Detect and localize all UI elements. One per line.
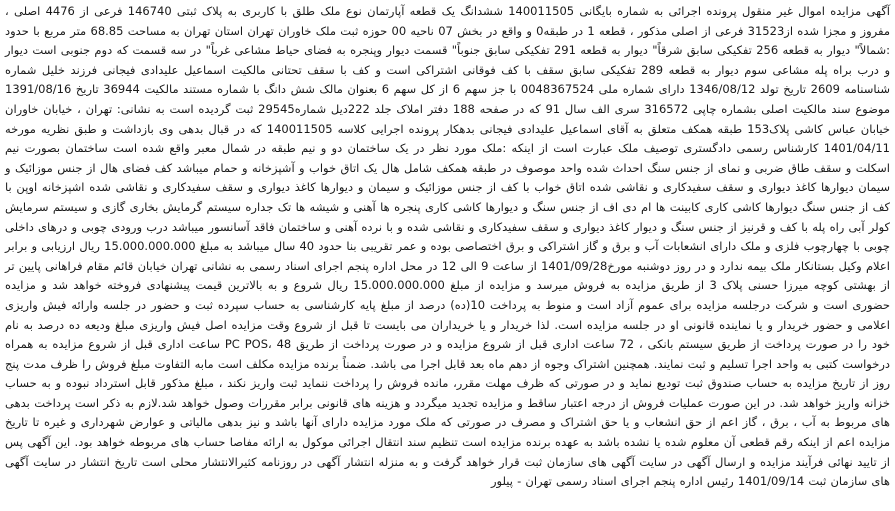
auction-notice-text: آگهی مزایده اموال غیر منقول پرونده اجرائی به شماره بایگانی 140011505 ششدانگ یک قطعه آپارتمان نوع ملک طلق با کاربری به پلاک ثبتی 146740 فرعی از 4476 اصلی ، مفروز و مجزا شده از31523 فرعی از اصلی مذکور ، قطعه 1 در طبقه0 و واقع در بخش 07 ناحیه 00 حوزه ثبت ملک خاوران تهران استان تهران به مساحت 68.85 متر مربع با حدود :شمالاً" دیوار به قطعه 256 تفکیکی سابق شرقاً" دیوار به قطعه 291 تفکیکی سابق جنوباً" قسمت دیوار وپنجره به فضای حیاط مشاعی غرباً" در سه قسمت که دوم جنوبی است دیوار و درب براه پله مشاعی سوم دیوار به قطعه 289 تفکیکی سابق سقف با کف فوقانی اشتراکی است و کف با سقف تحتانی مالکیت اسماعیل علیدادی فیجانی فرزند خلیل شماره شناسنامه 2609 تاریخ تولد 1346/08/12 دارای شماره ملی 0048367524 با جز سهم 6 از کل سهم 6 بعنوان مالک شش دانگ با شماره مستند مالکیت 36944 تاریخ 1391/08/16 موضوع سند مالکیت اصلی بشماره چاپی 316572 سری الف سال 91 که در صفحه 188 دفتر املاک جلد 222دیل شماره29545 ثبت گردیده است به نشانی: تهران ، خیابان خاوران خیابان عباس کاشی پلاک153 طبقه همکف متعلق به آقای اسماعیل علیدادی فیجانی بدهکار پرونده اجرایی کلاسه 140011505 که در قبال بدهی وی بازداشت و طبق نظریه مورخه 1401/04/11 کارشناس رسمی دادگستری توصیف ملک عبارت است از اینکه :ملک مورد نظر در یک ساختمان دو و نیم طبقه در شمال معبر واقع شده است ساختمان بصورت نیم اسکلت و سقف طاق ضربی و نمای از جنس سنگ احداث شده واحد موصوف در طبقه همکف شامل هال یک اتاق خواب و آشپزخانه و حمام میباشد کف فضای هال از جنس موزائیک و سیمان دیوارها کاغذ دیواری و سقف سفیدکاری و نقاشی شده اتاق خواب با کف از جنس موزائیک و سیمان و دیوارها کاغذ دیواری و سقف سفیدکاری و نقاشی شده اشپزخانه اوپن با کف از جنس سنگ دیوارها کاشی کاری کابینت ها ام دی اف از جنس سنگ و دیوارها کاشی کاری پنجره ها آهنی و شیشه ها تک جداره سیستم گرمایش بخاری گازی و سیستم سرمایش کولر آبی راه پله با کف و قرنیز از جنس سنگ و دیوار کاغذ دیواری و سقف سفیدکاری و نقاشی شده و با نرده آهنی و ساختمان فاقد آسانسور میباشد درب ورودی چوبی و درهای داخلی چوبی با چهارچوب فلزی و ملک دارای انشعابات آب و برق و گاز اشتراکی و برق اختصاصی بوده و عمر تقریبی بنا حدود 40 سال میباشد به مبلغ 15.000.000.000 ریال ارزیابی و برابر اعلام وکیل بستانکار ملک بیمه ندارد و در روز دوشنبه مورخ1401/09/28 از ساعت 9 الی 12 در محل اداره پنجم اجرای اسناد رسمی به نشانی تهران خیابان قائم مقام فراهانی پایین تر از بهشتی کوچه میرزا حسنی پلاک 3 از طریق مزایده به فروش میرسد و مزایده از مبلغ 15.000.000.000 ریال شروع و به بالاترین قیمت پیشنهادی فروخته خواهد شد و مزایده حضوری است و شرکت درجلسه مزایده برای عموم آزاد است و منوط به پرداخت 10(ده) درصد از مبلغ پایه کارشناسی به حساب سپرده ثبت و حضور در جلسه وارائه فیش واریزی اعلامی و حضور خریدار و یا نماینده قانونی او در جلسه مزایده است. لذا خریدار و یا خریداران می بایست تا قبل از شروع وقت مزایده اصل فیش واریزی مبلغ ودیعه ده درصد به نام خود را در صورت پرداخت از طریق سیستم بانکی ، 72 ساعت اداری قبل از شروع مزایده و در صورت پرداخت از طریق PC POS، 48 ساعت اداری قبل از شروع مزایده به همراه درخواست کتبی به واحد اجرا تسلیم و ثبت نمایند. همچنین اشتراک وجوه از دهم ماه بعد قابل اجرا می باشد. ضمناً برنده مزایده مکلف است مابه التفاوت مبلغ فروش را ظرف مدت پنج روز از تاریخ مزایده به حساب صندوق ثبت تودیع نماید و در صورتی که ظرف مهلت مقرر، مانده فروش را پرداخت ننماید ثبت واریز نکند ، مبلغ مذکور قابل استرداد نبوده و به حساب خزانه واریز خواهد شد. در این صورت عملیات فروش از درجه اعتبار ساقط و مزایده تجدید میگردد و هزینه های قانونی برابر مقررات وصول خواهد شد.لازم به ذکر است پرداخت بدهی های مربوط به آب ، برق ، گاز اعم از حق انشعاب و یا حق اشتراک و مصرف در صورتی که ملک مورد مزایده دارای آنها باشد و نیز بدهی مالیاتی و عوارض شهرداری و غیره تا تاریخ مزایده اعم از اینکه رقم قطعی آن معلوم شده یا نشده باشد به عهده برنده مزایده است تنظیم سند انتقال اجرائی موکول به ارائه مفاصا حساب های مربوطه خواهد بود. این آگهی پس از تایید نهائی فرآیند مزایده و ارسال آگهی در سایت آگهی های سازمان ثبت قرار خواهد گرفت و به منزله انتشار آگهی در روزنامه کثیرالانتشار محلی است تاریخ انتشار در سایت آگهی های سازمان ثبت 1401/09/14 رئیس اداره پنجم اجرای اسناد رسمی تهران - پیلور <box>5 4 891 489</box>
